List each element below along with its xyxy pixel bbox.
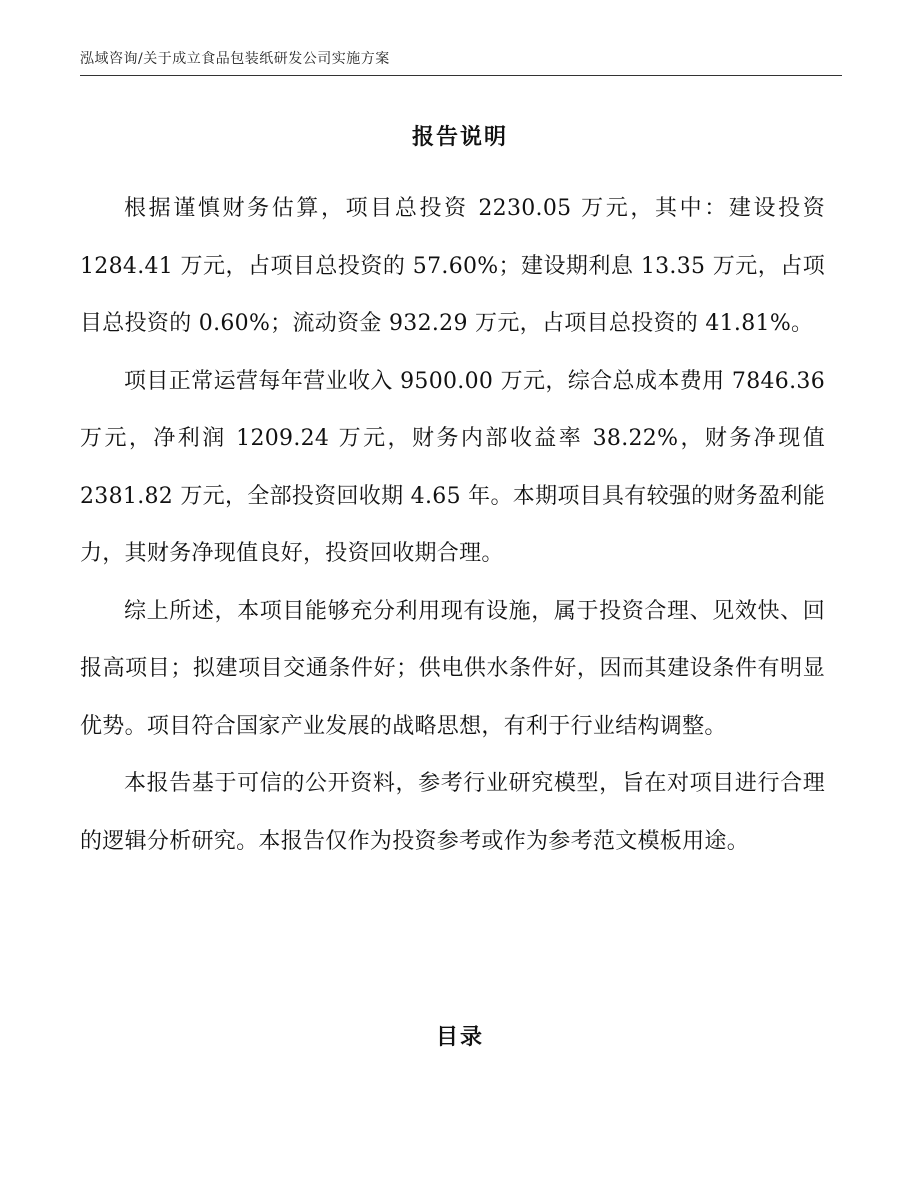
toc-title: 目录 bbox=[435, 1025, 484, 1050]
report-body bbox=[80, 180, 825, 870]
paragraph-investment: 根据谨慎财务估算，项目总投资 2230.05 万元，其中：建设投资 1284.41 万元，占项目总投资的 57.60%；建设期利息 13.35 万元，占项目总投资的 0.60%；流动资金 932.29 万元，占项目总投资的 41.81%。 bbox=[80, 196, 825, 336]
report-title: 报告说明 bbox=[411, 125, 508, 150]
paragraph-finance: 项目正常运营每年营业收入 9500.00 万元，综合总成本费用 7846.36 万元，净利润 1209.24 万元，财务内部收益率 38.22%，财务净现值 2381.82 万元，全部投资回收期 4.65 年。本期项目具有较强的财务盈利能力，其财务净现值良好，投资回收期合理。 bbox=[80, 368, 825, 566]
header-divider bbox=[80, 75, 842, 76]
paragraph-disclaimer: 本报告基于可信的公开资料，参考行业研究模型，旨在对项目进行合理的逻辑分析研究。本报告仅作为投资参考或作为参考范文模板用途。 bbox=[80, 771, 825, 854]
paragraph-summary: 综上所述，本项目能够充分利用现有设施，属于投资合理、见效快、回报高项目；拟建项目交通条件好；供电供水条件好，因而其建设条件有明显优势。项目符合国家产业发展的战略思想，有利于行业结构调整。 bbox=[80, 598, 825, 739]
running-header: 泓域咨询/关于成立食品包装纸研发公司实施方案 bbox=[80, 51, 390, 67]
